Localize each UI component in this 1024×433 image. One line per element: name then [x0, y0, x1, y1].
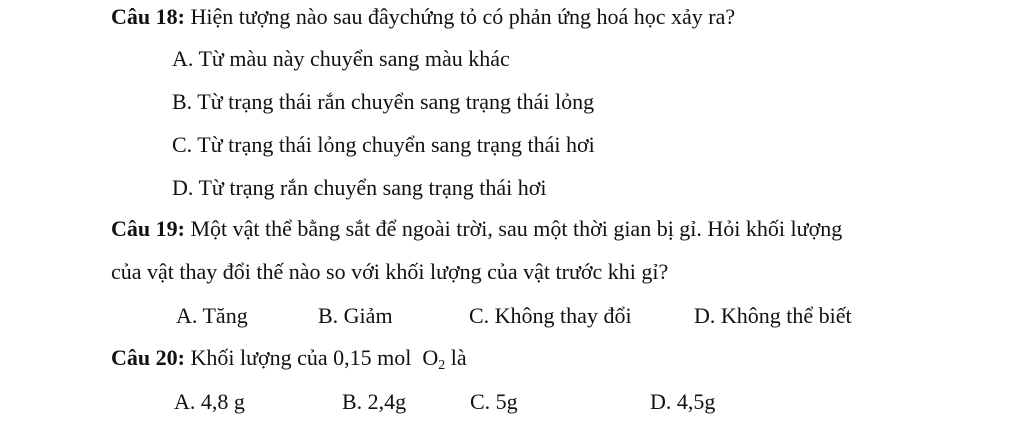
- question-18-label: Câu 18:: [111, 4, 185, 29]
- question-20-formula: [417, 345, 446, 373]
- question-19-text-line1: Một vật thể bằng sắt để ngoài trời, sau một thời gian bị gỉ. Hỏi khối lượng: [190, 216, 843, 241]
- question-20-option-d: D. 4,5g: [650, 389, 716, 414]
- question-19-label: Câu 19:: [111, 216, 185, 241]
- question-19-option-a: A. Tăng: [176, 303, 248, 328]
- question-18-option-a: A. Từ màu này chuyển sang màu khác: [172, 46, 510, 71]
- question-20-text-after: là: [450, 345, 467, 370]
- formula-subscript: 2: [438, 358, 446, 373]
- question-20-option-b: B. 2,4g: [342, 389, 407, 414]
- question-18-option-d: D. Từ trạng rắn chuyển sang trạng thái hơi: [172, 175, 547, 200]
- question-19-text-line2: của vật thay đổi thế nào so với khối lượng của vật trước khi gỉ?: [111, 259, 669, 284]
- formula-base: O: [422, 345, 439, 370]
- question-18-option-c: C. Từ trạng thái lỏng chuyển sang trạng thái hơi: [172, 132, 595, 157]
- question-20: [111, 345, 467, 371]
- question-18-text: Hiện tượng nào sau đâychứng tỏ có phản ứng hoá học xảy ra?: [190, 4, 736, 29]
- question-19-option-c: C. Không thay đổi: [469, 303, 632, 328]
- question-20-option-c: C. 5g: [470, 389, 518, 414]
- question-20-label: Câu 20:: [111, 345, 185, 370]
- question-19-option-b: B. Giảm: [318, 303, 393, 328]
- question-20-text-before: Khối lượng của 0,15 mol: [190, 345, 412, 370]
- question-20-option-a: A. 4,8 g: [174, 389, 245, 414]
- question-18-option-b: B. Từ trạng thái rắn chuyển sang trạng thái lỏng: [172, 89, 595, 114]
- question-19: [111, 216, 842, 242]
- question-18: [111, 4, 735, 30]
- question-19-option-d: D. Không thể biết: [694, 303, 852, 328]
